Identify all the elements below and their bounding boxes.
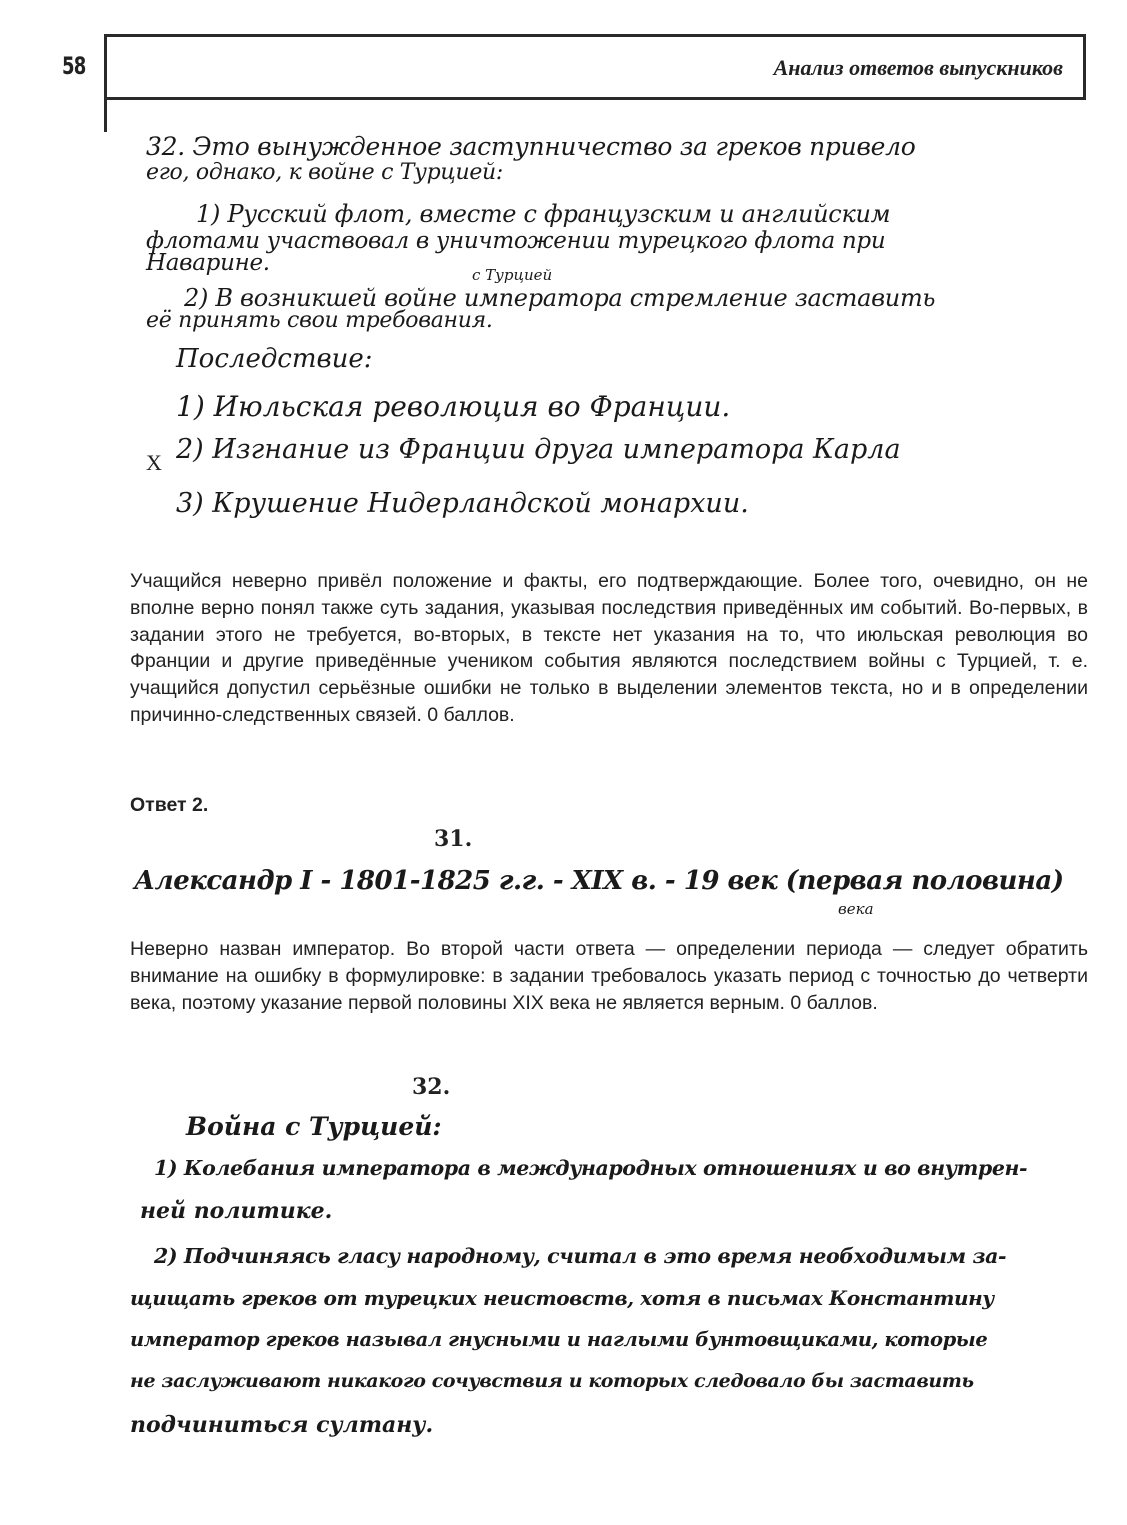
hw2-line-1: Война с Турцией:: [186, 1112, 442, 1141]
q31-handwritten-sub: века: [838, 900, 874, 918]
answer-2-label: Ответ 2.: [130, 794, 209, 816]
commentary-paragraph-2: Неверно назван император. Во второй части ответа — определении периода — следует обратить внимание на ошибку в формулировке: в задании требовалось указать период с точностью до четверти века, поэтому указание первой половины XIX века не является верным. 0 баллов.: [130, 938, 1088, 1014]
hw1-line-6: 2) В возникшей войне императора стремление заставить: [184, 284, 936, 312]
hw2-line-8: подчиниться султану.: [130, 1412, 434, 1438]
page-number: 58: [62, 52, 86, 80]
q32-number: 32.: [412, 1074, 451, 1100]
commentary-paragraph-1: Учащийся неверно привёл положение и факты, его подтверждающие. Более того, очевидно, он не вполне верно понял также суть задания, указывая последствия приведённых им событий. Во-первых, в задании этого не требуется, во-вторых, в тексте нет указания на то, что июльская революция во Франции и другие приведённые учеником события являются последствием войны с Турцией, т. е. учащийся допустил серьёзные ошибки не только в выделении элементов текста, но и в определении причинно-следственных связей. 0 баллов.: [130, 570, 1088, 726]
hw2-line-6: император греков называл гнусными и наглыми бунтовщиками, которые: [130, 1328, 988, 1351]
header-frame-leg: [104, 100, 107, 132]
q31-handwritten: Александр I - 1801-1825 г.г. - XIX в. - 19 век (первая половина): [134, 866, 1064, 896]
hw1-insert: с Турцией: [472, 266, 553, 284]
hw2-line-4: 2) Подчиняясь гласу народному, считал в это время необходимым за-: [154, 1244, 1007, 1268]
running-header-frame: [104, 34, 1086, 100]
hw1-line-2: его, однако, к войне с Турцией:: [146, 160, 504, 185]
hw1-line-10: 2) Изгнание из Франции друга императора Карла: [176, 434, 901, 465]
hw1-roman-mark: X: [146, 450, 162, 475]
hw1-line-7: её принять свои требования.: [146, 308, 493, 333]
hw1-line-9: 1) Июльская революция во Франции.: [176, 390, 731, 423]
hw2-line-7: не заслуживают никакого сочувствия и которых следовало бы заставить: [130, 1370, 974, 1392]
running-title: Анализ ответов выпускников: [773, 55, 1063, 80]
hw1-line-1: 32. Это вынужденное заступничество за греков привело: [146, 132, 916, 161]
hw1-line-5: Наварине.: [146, 250, 270, 276]
hw1-line-4: флотами участвовал в уничтожении турецкого флота при: [146, 228, 886, 254]
hw1-line-11: 3) Крушение Нидерландской монархии.: [176, 488, 749, 519]
hw2-line-2: 1) Колебания императора в международных отношениях и во внутрен-: [154, 1156, 1028, 1180]
hw2-line-5: щищать греков от турецких неистовств, хотя в письмах Константину: [130, 1286, 994, 1310]
q31-number: 31.: [434, 826, 473, 852]
hw1-line-3: 1) Русский флот, вместе с французским и английским: [196, 200, 891, 228]
hw1-line-8: Последствие:: [176, 344, 373, 374]
hw2-line-3: ней политике.: [140, 1198, 333, 1224]
